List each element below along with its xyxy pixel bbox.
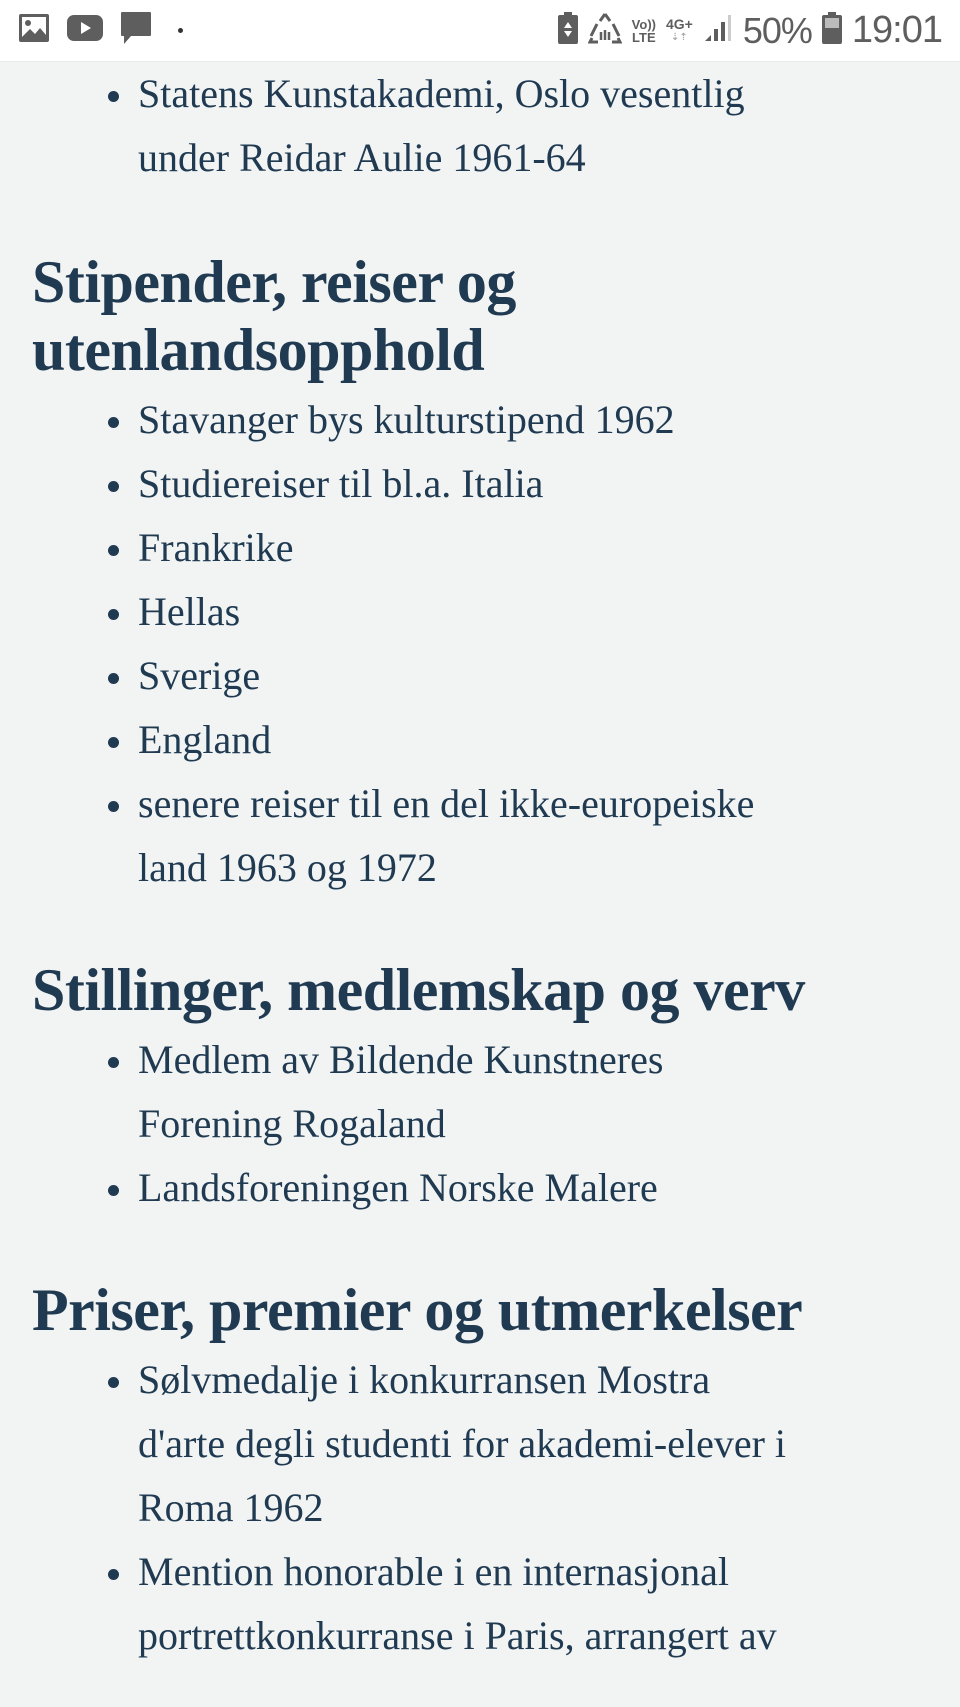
- list-item: Mention honorable i en internasjonal portrettkonkurranse i Paris, arrangert av: [138, 1540, 920, 1668]
- battery-saver-icon: [558, 12, 578, 49]
- system-icons: [548, 9, 942, 52]
- list-item: Medlem av Bildende Kunstneres Forening Rogaland: [138, 1028, 920, 1156]
- gallery-icon: [18, 13, 50, 48]
- stillinger-list: [0, 1028, 960, 1220]
- stipender-list: [0, 388, 960, 900]
- section-heading-priser: Priser, premier og utmerkelser: [32, 1277, 803, 1343]
- volte-icon: [632, 18, 656, 44]
- battery-percent: 50%: [742, 9, 812, 51]
- list-item: Statens Kunstakademi, Oslo vesentlig under Reidar Aulie 1961-64: [138, 62, 920, 190]
- status-bar: [0, 0, 960, 62]
- dot-icon: [178, 28, 183, 33]
- list-item: Hellas: [138, 580, 920, 644]
- list-item: Sølvmedalje i konkurransen Mostra d'arte degli studenti for akademi-elever i Roma 1962: [138, 1348, 920, 1540]
- data-saver-icon: [588, 12, 622, 49]
- clock: 19:01: [851, 9, 942, 51]
- section-heading-stipender: Stipender, reiser og utenlandsopphold: [32, 249, 516, 383]
- list-item: Landsforeningen Norske Malere: [138, 1156, 920, 1220]
- list-item: senere reiser til en del ikke-europeiske land 1963 og 1972: [138, 772, 920, 900]
- section-heading-stillinger: Stillinger, medlemskap og verv: [32, 957, 805, 1023]
- network-type: 4G+: [665, 15, 693, 32]
- lte-label: LTE: [632, 29, 656, 45]
- list-item: Sverige: [138, 644, 920, 708]
- volte-label: Vo)): [631, 16, 656, 32]
- youtube-icon: [66, 14, 104, 47]
- battery-icon: [822, 12, 842, 49]
- list-item: England: [138, 708, 920, 772]
- signal-icon: [703, 13, 733, 48]
- priser-list: [0, 1348, 960, 1668]
- 4g-plus-icon: [666, 17, 693, 45]
- message-icon: [120, 11, 152, 50]
- list-item: Studiereiser til bl.a. Italia: [138, 452, 920, 516]
- article-content: [0, 62, 960, 1668]
- list-item: Stavanger bys kulturstipend 1962: [138, 388, 920, 452]
- list-item: Frankrike: [138, 516, 920, 580]
- data-activity-arrows: ⇣⇡: [671, 31, 688, 43]
- notification-icons: [18, 11, 199, 50]
- education-list: [0, 62, 960, 190]
